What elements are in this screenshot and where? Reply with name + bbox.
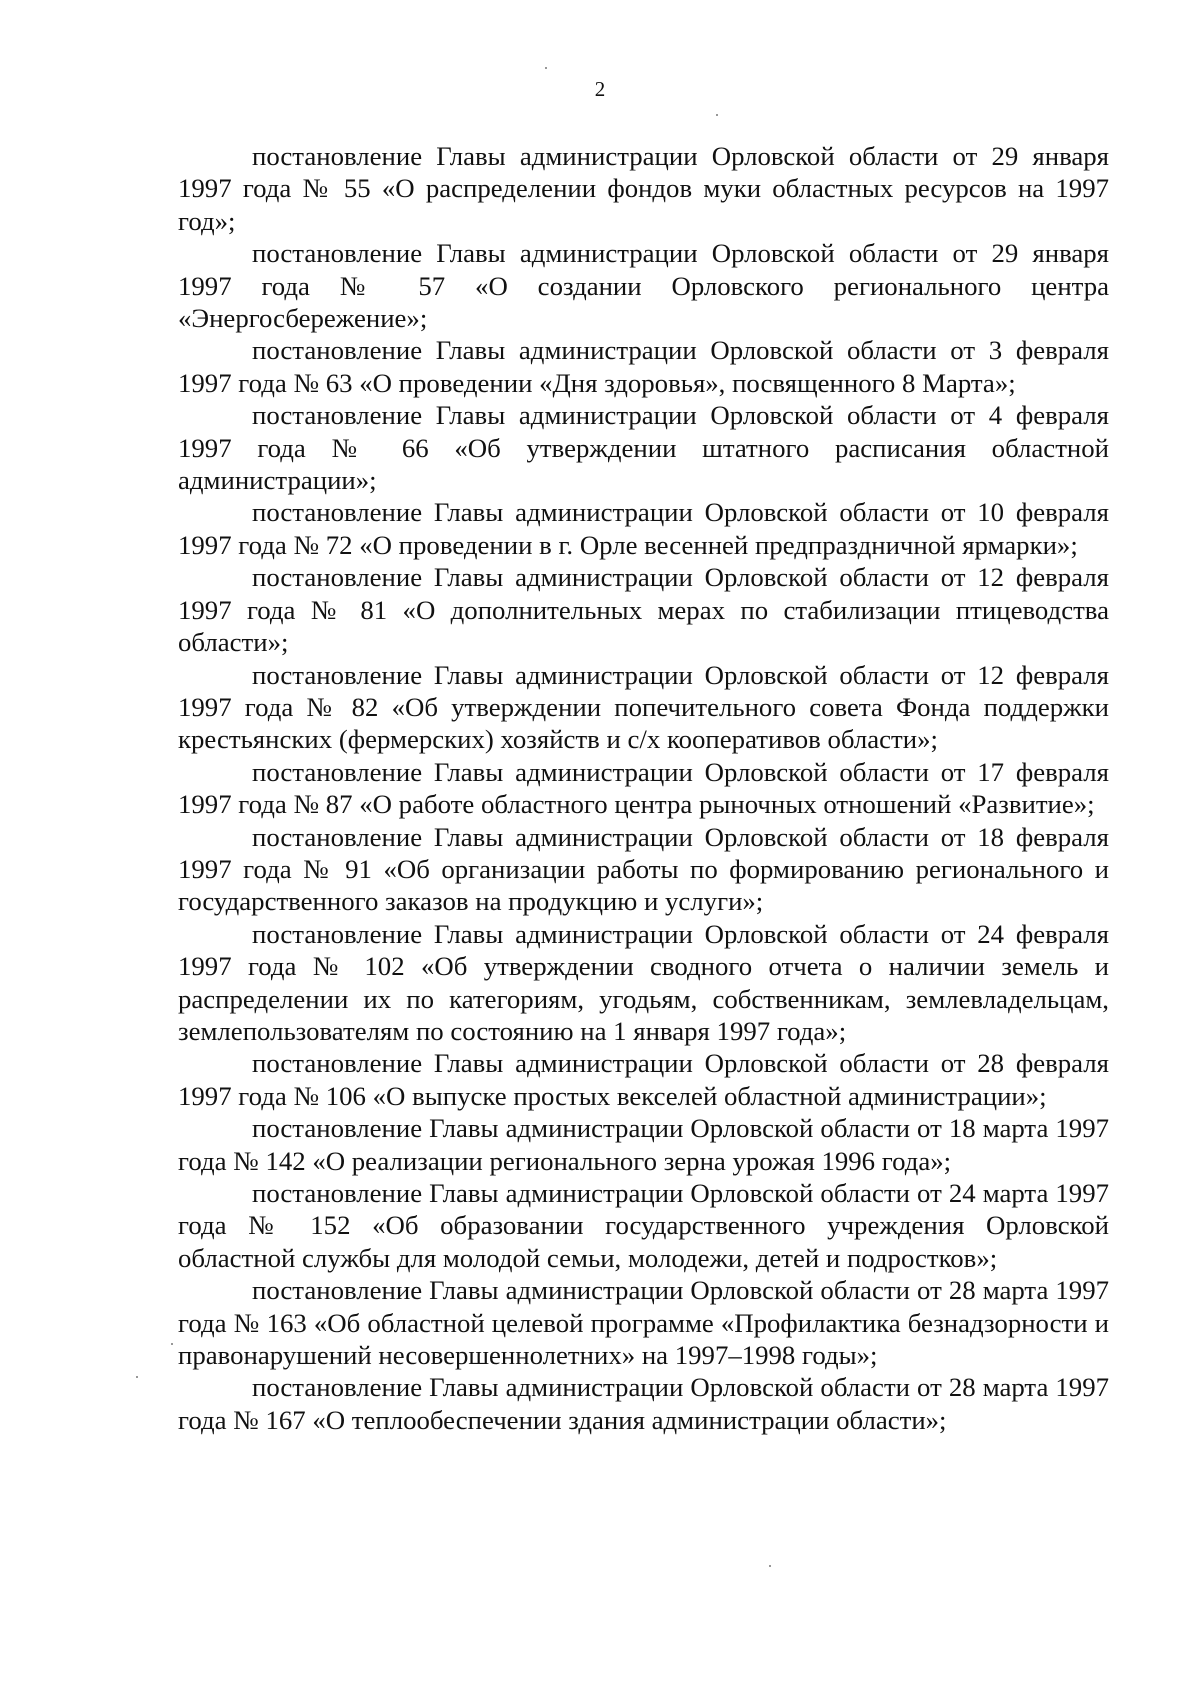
paragraph: постановление Главы администрации Орловской области от 12 февраля 1997 года № 81 «О дополнительных мерах по стабилизации птицеводства области»; — [178, 562, 1109, 658]
paragraph: постановление Главы администрации Орловской области от 24 марта 1997 года № 152 «Об образовании государственного учреждения Орловской областной службы для молодой семьи, молодежи, детей и подростков»; — [178, 1178, 1109, 1273]
paragraph: постановление Главы администрации Орловской области от 28 марта 1997 года № 167 «О теплообеспечении здания администрации области»; — [178, 1372, 1109, 1435]
paragraph: постановление Главы администрации Орловской области от 18 марта 1997 года № 142 «О реализации регионального зерна урожая 1996 года»; — [178, 1113, 1109, 1176]
scan-speck — [769, 1565, 771, 1567]
paragraph: постановление Главы администрации Орловской области от 3 февраля 1997 года № 63 «О проведении «Дня здоровья», посвященного 8 Марта»; — [178, 335, 1109, 398]
page-number: 2 — [594, 77, 606, 101]
paragraph: постановление Главы администрации Орловской области от 28 марта 1997 года № 163 «Об областной целевой программе «Профилактика безнадзорности и правонарушений несовершеннолетних» на 1997–1998 годы»; — [178, 1275, 1109, 1371]
paragraph: постановление Главы администрации Орловской области от 18 февраля 1997 года № 91 «Об организации работы по формированию регионального и государственного заказов на продукцию и услуги»; — [178, 821, 1109, 917]
paragraph: постановление Главы администрации Орловской области от 4 февраля 1997 года № 66 «Об утверждении штатного расписания областной администрации»; — [178, 400, 1109, 496]
scan-speck — [136, 1376, 138, 1378]
paragraph: постановление Главы администрации Орловской области от 29 января 1997 года № 57 «О создании Орловского регионального центра «Энергосбережение»; — [178, 238, 1109, 334]
paragraph: постановление Главы администрации Орловской области от 12 февраля 1997 года № 82 «Об утверждении попечительного совета Фонда поддержки крестьянских (фермерских) хозяйств и с/х кооперативов области»; — [178, 659, 1109, 755]
scan-speck — [545, 67, 547, 69]
paragraph: постановление Главы администрации Орловской области от 28 февраля 1997 года № 106 «О выпуске простых векселей областной администрации»; — [178, 1048, 1109, 1111]
paragraph: постановление Главы администрации Орловской области от 24 февраля 1997 года № 102 «Об утверждении сводного отчета о наличии земель и распределении их по категориям, угодьям, собственникам, землевладельцам, землепользователям по состоянию на 1 января 1997 года»; — [178, 918, 1109, 1046]
paragraph: постановление Главы администрации Орловской области от 17 февраля 1997 года № 87 «О работе областного центра рыночных отношений «Развитие»; — [178, 756, 1109, 820]
scan-speck — [171, 1343, 173, 1345]
scan-speck — [716, 114, 718, 116]
document-body — [178, 140, 1109, 1436]
paragraph: постановление Главы администрации Орловской области от 10 февраля 1997 года № 72 «О проведении в г. Орле весенней предпраздничной ярмарки»; — [178, 497, 1109, 560]
paragraph: постановление Главы администрации Орловской области от 29 января 1997 года № 55 «О распределении фондов муки областных ресурсов на 1997 год»; — [178, 141, 1109, 236]
